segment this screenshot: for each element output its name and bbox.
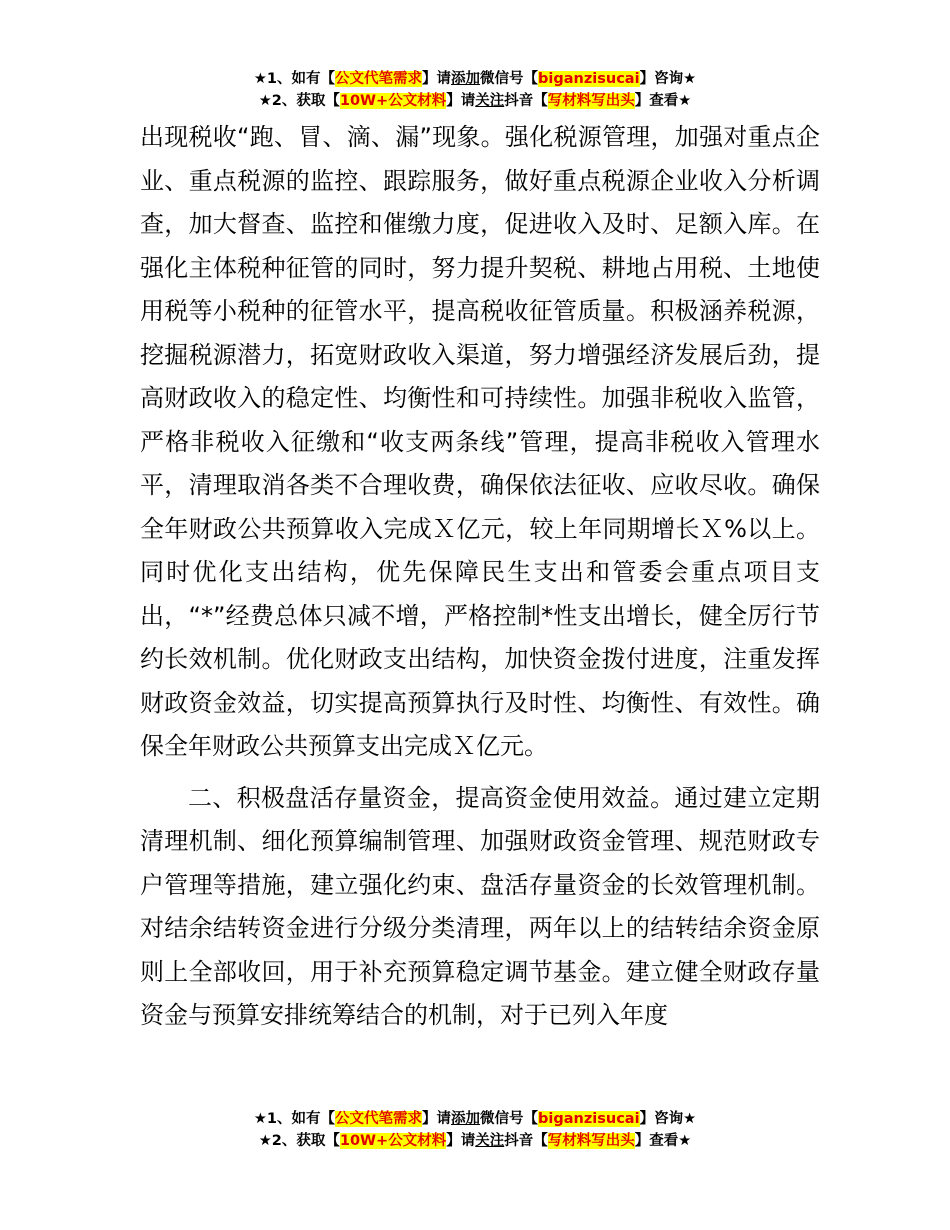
banner-line-2 bbox=[0, 1130, 950, 1152]
header-banner bbox=[0, 68, 950, 112]
paragraph: 二、积极盘活存量资金，提高资金使用效益。通过建立定期清理机制、细化预算编制管理、加强财政资金管理、规范财政专户管理等措施，建立强化约束、盘活存量资金的长效管理机制。对结余结转资金进行分级分类清理，两年以上的结转结余资金原则上全部收回，用于补充预算稳定调节基金。建立健全财政存量资金与预算安排统筹结合的机制，对于已列入年度 bbox=[140, 783, 820, 1029]
banner-underlined-text: 添加 bbox=[451, 1111, 481, 1127]
banner-text: 】请 bbox=[446, 93, 476, 109]
banner-text: ★2、获取【 bbox=[258, 93, 340, 109]
banner-underlined-text: 关注 bbox=[475, 93, 505, 109]
banner-text: 】查看★ bbox=[634, 1133, 692, 1149]
banner-highlight: 公文代笔需求 bbox=[335, 1111, 423, 1127]
banner-highlight: 写材料写出头 bbox=[547, 93, 635, 109]
banner-underlined-text: 添加 bbox=[451, 71, 481, 87]
document-body bbox=[140, 116, 820, 1038]
banner-line-1 bbox=[0, 68, 950, 90]
banner-text: 】请 bbox=[422, 1111, 452, 1127]
banner-line-2 bbox=[0, 90, 950, 112]
banner-highlight: 10W+公文材料 bbox=[339, 1133, 447, 1149]
banner-text: 微信号【 bbox=[480, 71, 539, 87]
banner-text: 】咨询★ bbox=[639, 1111, 697, 1127]
banner-highlight: biganzisucai bbox=[538, 1111, 640, 1127]
banner-highlight: 10W+公文材料 bbox=[339, 93, 447, 109]
banner-text: ★1、如有【 bbox=[253, 1111, 336, 1127]
banner-text: ★1、如有【 bbox=[253, 71, 336, 87]
banner-text: 】咨询★ bbox=[639, 71, 697, 87]
banner-highlight: biganzisucai bbox=[538, 71, 640, 87]
banner-text: 】请 bbox=[446, 1133, 476, 1149]
banner-line-1 bbox=[0, 1108, 950, 1130]
banner-highlight: 写材料写出头 bbox=[547, 1133, 635, 1149]
banner-text: 】请 bbox=[422, 71, 452, 87]
banner-text: 抖音【 bbox=[504, 1133, 548, 1149]
banner-text: 微信号【 bbox=[480, 1111, 539, 1127]
banner-text: 】查看★ bbox=[634, 93, 692, 109]
footer-banner bbox=[0, 1108, 950, 1152]
banner-text: ★2、获取【 bbox=[258, 1133, 340, 1149]
banner-text: 抖音【 bbox=[504, 93, 548, 109]
banner-underlined-text: 关注 bbox=[475, 1133, 505, 1149]
banner-highlight: 公文代笔需求 bbox=[335, 71, 423, 87]
paragraph: 出现税收“跑、冒、滴、漏”现象。强化税源管理，加强对重点企业、重点税源的监控、跟踪服务，做好重点税源企业收入分析调查，加大督查、监控和催缴力度，促进收入及时、足额入库。在强化主体税种征管的同时，努力提升契税、耕地占用税、土地使用税等小税种的征管水平，提高税收征管质量。积极涵养税源，挖掘税源潜力，拓宽财政收入渠道，努力增强经济发展后劲，提高财政收入的稳定性、均衡性和可持续性。加强非税收入监管，严格非税收入征缴和“收支两条线”管理，提高非税收入管理水平，清理取消各类不合理收费，确保依法征收、应收尽收。确保全年财政公共预算收入完成Ｘ亿元，较上年同期增长Ｘ%以上。同时优化支出结构，优先保障民生支出和管委会重点项目支出，“*”经费总体只减不增，严格控制*性支出增长，健全厉行节约长效机制。优化财政支出结构，加快资金拨付进度，注重发挥财政资金效益，切实提高预算执行及时性、均衡性、有效性。确保全年财政公共预算支出完成Ｘ亿元。 bbox=[140, 123, 820, 760]
